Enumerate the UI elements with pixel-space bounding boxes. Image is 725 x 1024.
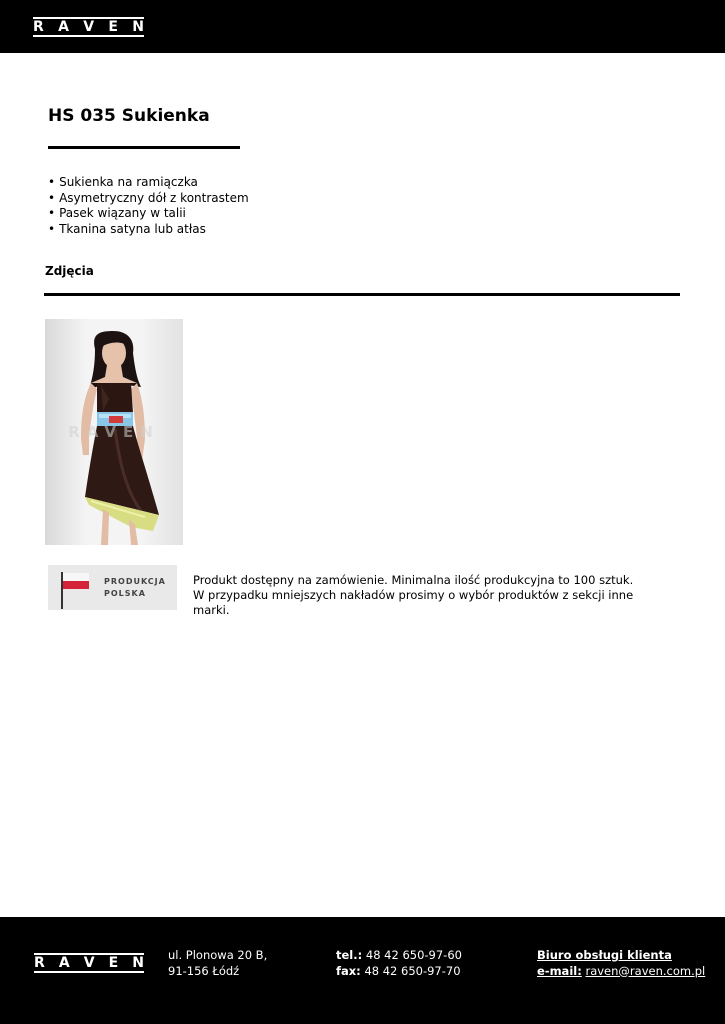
logo-letters: [33, 19, 144, 35]
feature-item: • Pasek wiązany w talii: [48, 206, 249, 222]
logo-letter: E: [108, 19, 118, 35]
phone-row: [336, 948, 462, 964]
logo-letter: R: [34, 955, 45, 971]
logo-letter: V: [83, 955, 95, 971]
tel-value[interactable]: 48 42 650-97-60: [365, 948, 462, 962]
email-label: e-mail:: [537, 963, 582, 978]
dress-illustration: [45, 319, 183, 545]
made-in-poland-badge: [48, 565, 177, 610]
feature-item: • Asymetryczny dół z kontrastem: [48, 191, 249, 207]
tel-label: tel.:: [336, 948, 363, 962]
feature-item: • Sukienka na ramiączka: [48, 175, 249, 191]
email-row: [537, 964, 705, 980]
logo-letter: A: [58, 19, 69, 35]
logo-letter: V: [83, 19, 95, 35]
logo-letter: N: [132, 19, 144, 35]
service-heading-link[interactable]: Biuro obsługi klienta: [537, 948, 672, 962]
logo-letters: [34, 955, 144, 971]
footer-raven-logo: [34, 953, 144, 973]
product-title: HS 035 Sukienka: [48, 106, 210, 126]
raven-logo: [33, 17, 144, 37]
order-notice: Produkt dostępny na zamówienie. Minimalna ilość produkcyjna to 100 sztuk. W przypadku mniejszych nakładów prosimy o wybór produktów z sekcji inne marki.: [193, 573, 634, 617]
fax-row: [336, 964, 462, 980]
photos-section-label: Zdjęcia: [45, 264, 94, 278]
feature-item: • Tkanina satyna lub atłas: [48, 222, 249, 238]
title-divider: [48, 146, 240, 149]
footer-address: [168, 948, 267, 979]
page-footer: [0, 917, 725, 1024]
logo-bottom-bar: [34, 971, 144, 973]
footer-contact: [537, 948, 705, 979]
badge-line-2: POLSKA: [104, 589, 146, 598]
fax-value: 48 42 650-97-70: [364, 963, 461, 978]
logo-letter: R: [33, 19, 44, 35]
address-line-1: ul. Plonowa 20 B,: [168, 948, 268, 962]
page-header: [0, 0, 725, 53]
badge-line-1: PRODUKCJA: [104, 577, 166, 586]
email-link[interactable]: raven@raven.com.pl: [585, 963, 706, 978]
feature-list: [48, 175, 249, 237]
photo-watermark: RAVEN: [68, 423, 160, 441]
product-photo[interactable]: [45, 319, 183, 545]
photos-section-divider: [44, 293, 680, 296]
address-line-2: 91-156 Łódź: [168, 963, 240, 978]
logo-bottom-bar: [33, 35, 144, 37]
logo-letter: E: [108, 955, 119, 971]
logo-letter: A: [58, 955, 70, 971]
fax-label: fax:: [336, 963, 361, 978]
polish-flag-red-stripe: [63, 581, 89, 589]
logo-letter: N: [132, 955, 144, 971]
footer-phones: [336, 948, 462, 979]
polish-flag-icon: [63, 573, 89, 581]
